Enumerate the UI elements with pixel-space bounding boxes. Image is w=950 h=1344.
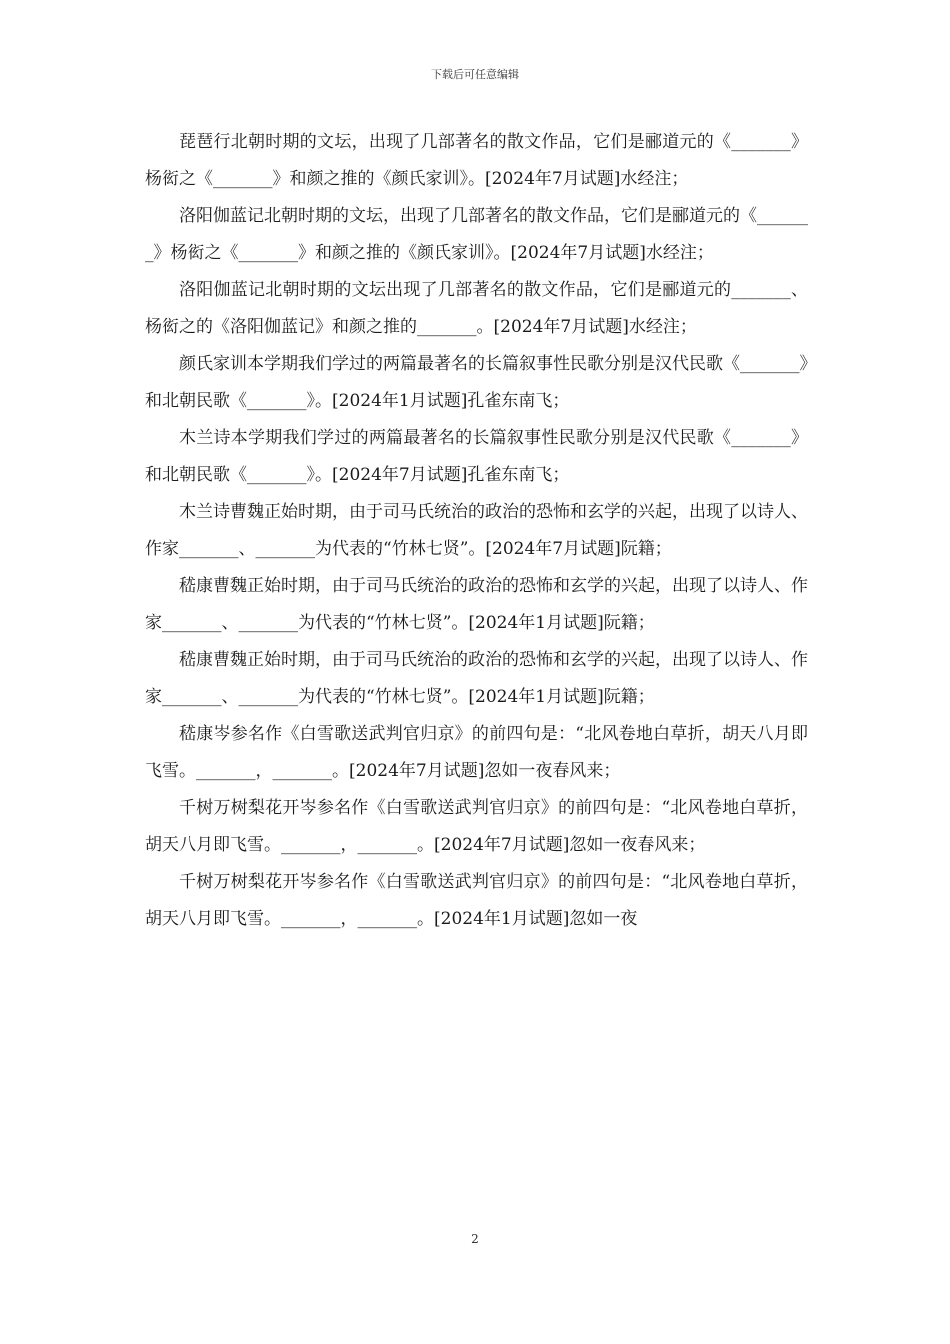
page-header: 下载后可任意编辑: [431, 68, 519, 81]
paragraph-7: 嵇康曹魏正始时期，由于司马氏统治的政治的恐怖和玄学的兴起，出现了以诗人、作家_______、_______为代表的“竹林七贤”。[2024年1月试题]阮籍；: [145, 576, 808, 633]
paragraph-9: 嵇康岑参名作《白雪歌送武判官归京》的前四句是：“北风卷地白草折，胡天八月即飞雪。_______，_______。[2024年7月试题]忽如一夜春风来；: [145, 724, 808, 781]
paragraph-4: 颜氏家训本学期我们学过的两篇最著名的长篇叙事性民歌分别是汉代民歌《_______》和北朝民歌《_______》。[2024年1月试题]孔雀东南飞；: [145, 354, 808, 411]
paragraph-1: 琵琶行北朝时期的文坛，出现了几部著名的散文作品，它们是郦道元的《_______》杨衒之《_______》和颜之推的《颜氏家训》。[2024年7月试题]水经注；: [145, 132, 808, 189]
paragraph-6: 木兰诗曹魏正始时期，由于司马氏统治的政治的恐怖和玄学的兴起，出现了以诗人、作家_______、_______为代表的“竹林七贤”。[2024年7月试题]阮籍；: [145, 502, 808, 559]
paragraph-3: 洛阳伽蓝记北朝时期的文坛出现了几部著名的散文作品，它们是郦道元的_______、杨衒之的《洛阳伽蓝记》和颜之推的_______。[2024年7月试题]水经注；: [145, 280, 808, 337]
paragraph-11: 千树万树梨花开岑参名作《白雪歌送武判官归京》的前四句是：“北风卷地白草折，胡天八月即飞雪。_______，_______。[2024年1月试题]忽如一夜: [145, 872, 808, 929]
paragraph-5: 木兰诗本学期我们学过的两篇最著名的长篇叙事性民歌分别是汉代民歌《_______》和北朝民歌《_______》。[2024年7月试题]孔雀东南飞；: [145, 428, 808, 485]
page-number: 2: [471, 1232, 479, 1246]
paragraph-8: 嵇康曹魏正始时期，由于司马氏统治的政治的恐怖和玄学的兴起，出现了以诗人、作家_______、_______为代表的“竹林七贤”。[2024年1月试题]阮籍；: [145, 650, 808, 707]
paragraph-10: 千树万树梨花开岑参名作《白雪歌送武判官归京》的前四句是：“北风卷地白草折，胡天八月即飞雪。_______，_______。[2024年7月试题]忽如一夜春风来；: [145, 798, 808, 855]
document-body: [145, 124, 808, 938]
paragraph-2: 洛阳伽蓝记北朝时期的文坛，出现了几部著名的散文作品，它们是郦道元的《_______》杨衒之《_______》和颜之推的《颜氏家训》。[2024年7月试题]水经注；: [145, 206, 808, 263]
